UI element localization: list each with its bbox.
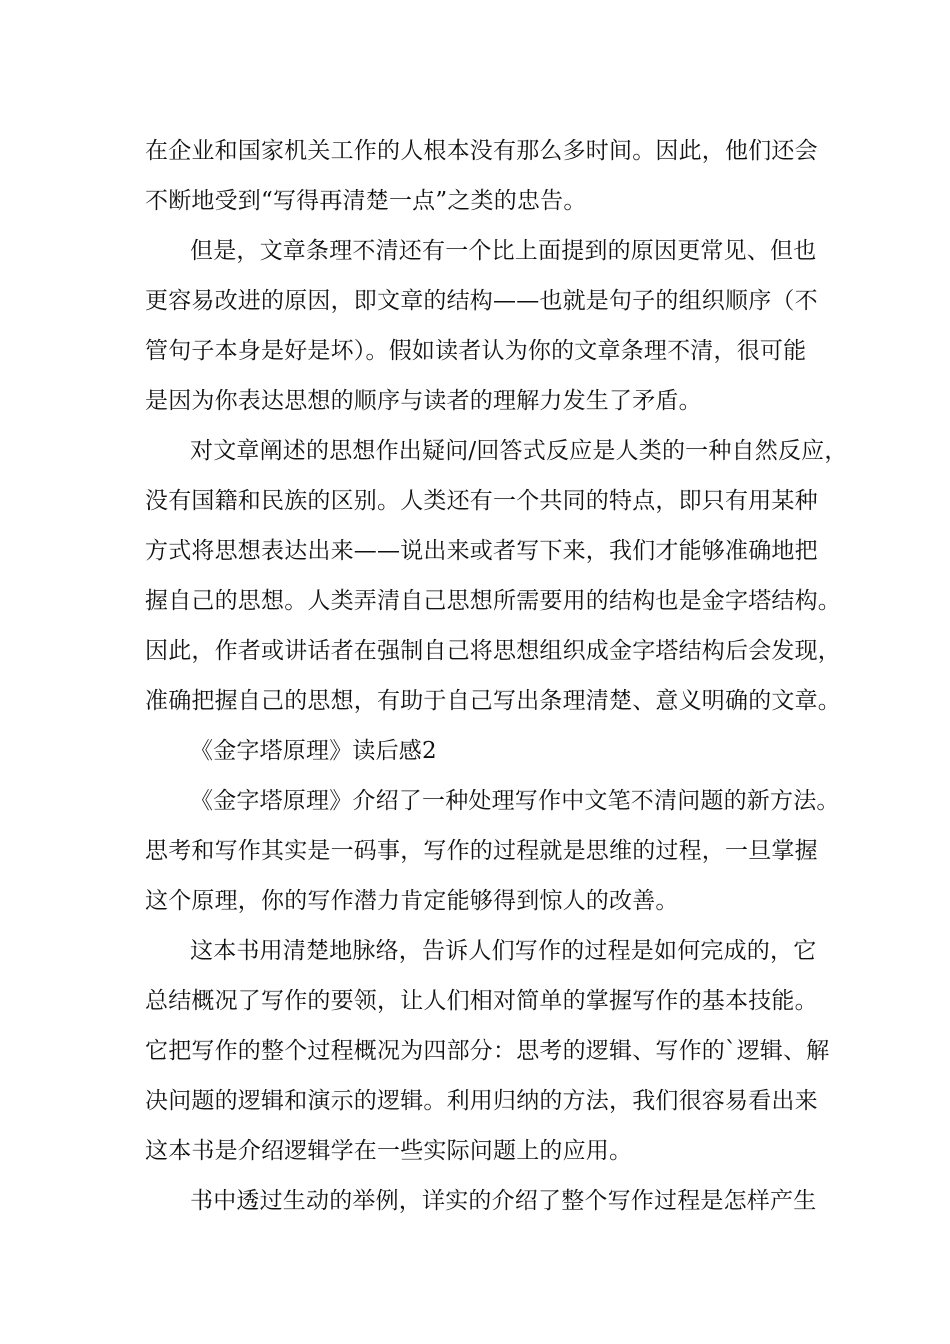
text-line: 握自己的思想。人类弄清自己思想所需要用的结构也是金字塔结构。 — [145, 588, 841, 614]
text-line: 思考和写作其实是一码事，写作的过程就是思维的过程，一旦掌握 — [145, 838, 818, 864]
paragraph-first-line: 这本书用清楚地脉络，告诉人们写作的过程是如何完成的，它 — [190, 938, 817, 964]
paragraph-first-line: 《金字塔原理》介绍了一种处理写作中文笔不清问题的新方法。 — [190, 788, 840, 814]
text-line: 准确把握自己的思想，有助于自己写出条理清楚、意义明确的文章。 — [145, 688, 841, 714]
text-line: 这本书是介绍逻辑学在一些实际问题上的应用。 — [145, 1138, 633, 1164]
text-line: 因此，作者或讲话者在强制自己将思想组织成金字塔结构后会发现， — [145, 638, 841, 664]
text-line: 总结概况了写作的要领，让人们相对简单的掌握写作的基本技能。 — [145, 988, 818, 1014]
text-line: 是因为你表达思想的顺序与读者的理解力发生了矛盾。 — [145, 388, 702, 414]
text-line: 方式将思想表达出来——说出来或者写下来，我们才能够准确地把 — [145, 538, 818, 564]
text-line: 更容易改进的原因，即文章的结构——也就是句子的组织顺序（不 — [145, 288, 818, 314]
paragraph-first-line: 但是，文章条理不清还有一个比上面提到的原因更常见、但也 — [190, 238, 817, 264]
text-line: 没有国籍和民族的区别。人类还有一个共同的特点，即只有用某种 — [145, 488, 818, 514]
text-line: 不断地受到“写得再清楚一点”之类的忠告。 — [145, 188, 587, 214]
paragraph-first-line: 对文章阐述的思想作出疑问/回答式反应是人类的一种自然反应， — [190, 438, 848, 464]
text-line: 在企业和国家机关工作的人根本没有那么多时间。因此，他们还会 — [145, 138, 818, 164]
section-heading: 《金字塔原理》读后感2 — [190, 738, 437, 764]
text-line: 这个原理，你的写作潜力肯定能够得到惊人的改善。 — [145, 888, 679, 914]
text-line: 决问题的逻辑和演示的逻辑。利用归纳的方法，我们很容易看出来 — [145, 1088, 818, 1114]
text-line: 管句子本身是好是坏）。假如读者认为你的文章条理不清，很可能 — [145, 338, 807, 364]
paragraph-first-line: 书中透过生动的举例，详实的介绍了整个写作过程是怎样产生 — [190, 1188, 817, 1214]
text-line: 它把写作的整个过程概况为四部分：思考的逻辑、写作的`逻辑、解 — [145, 1038, 830, 1064]
